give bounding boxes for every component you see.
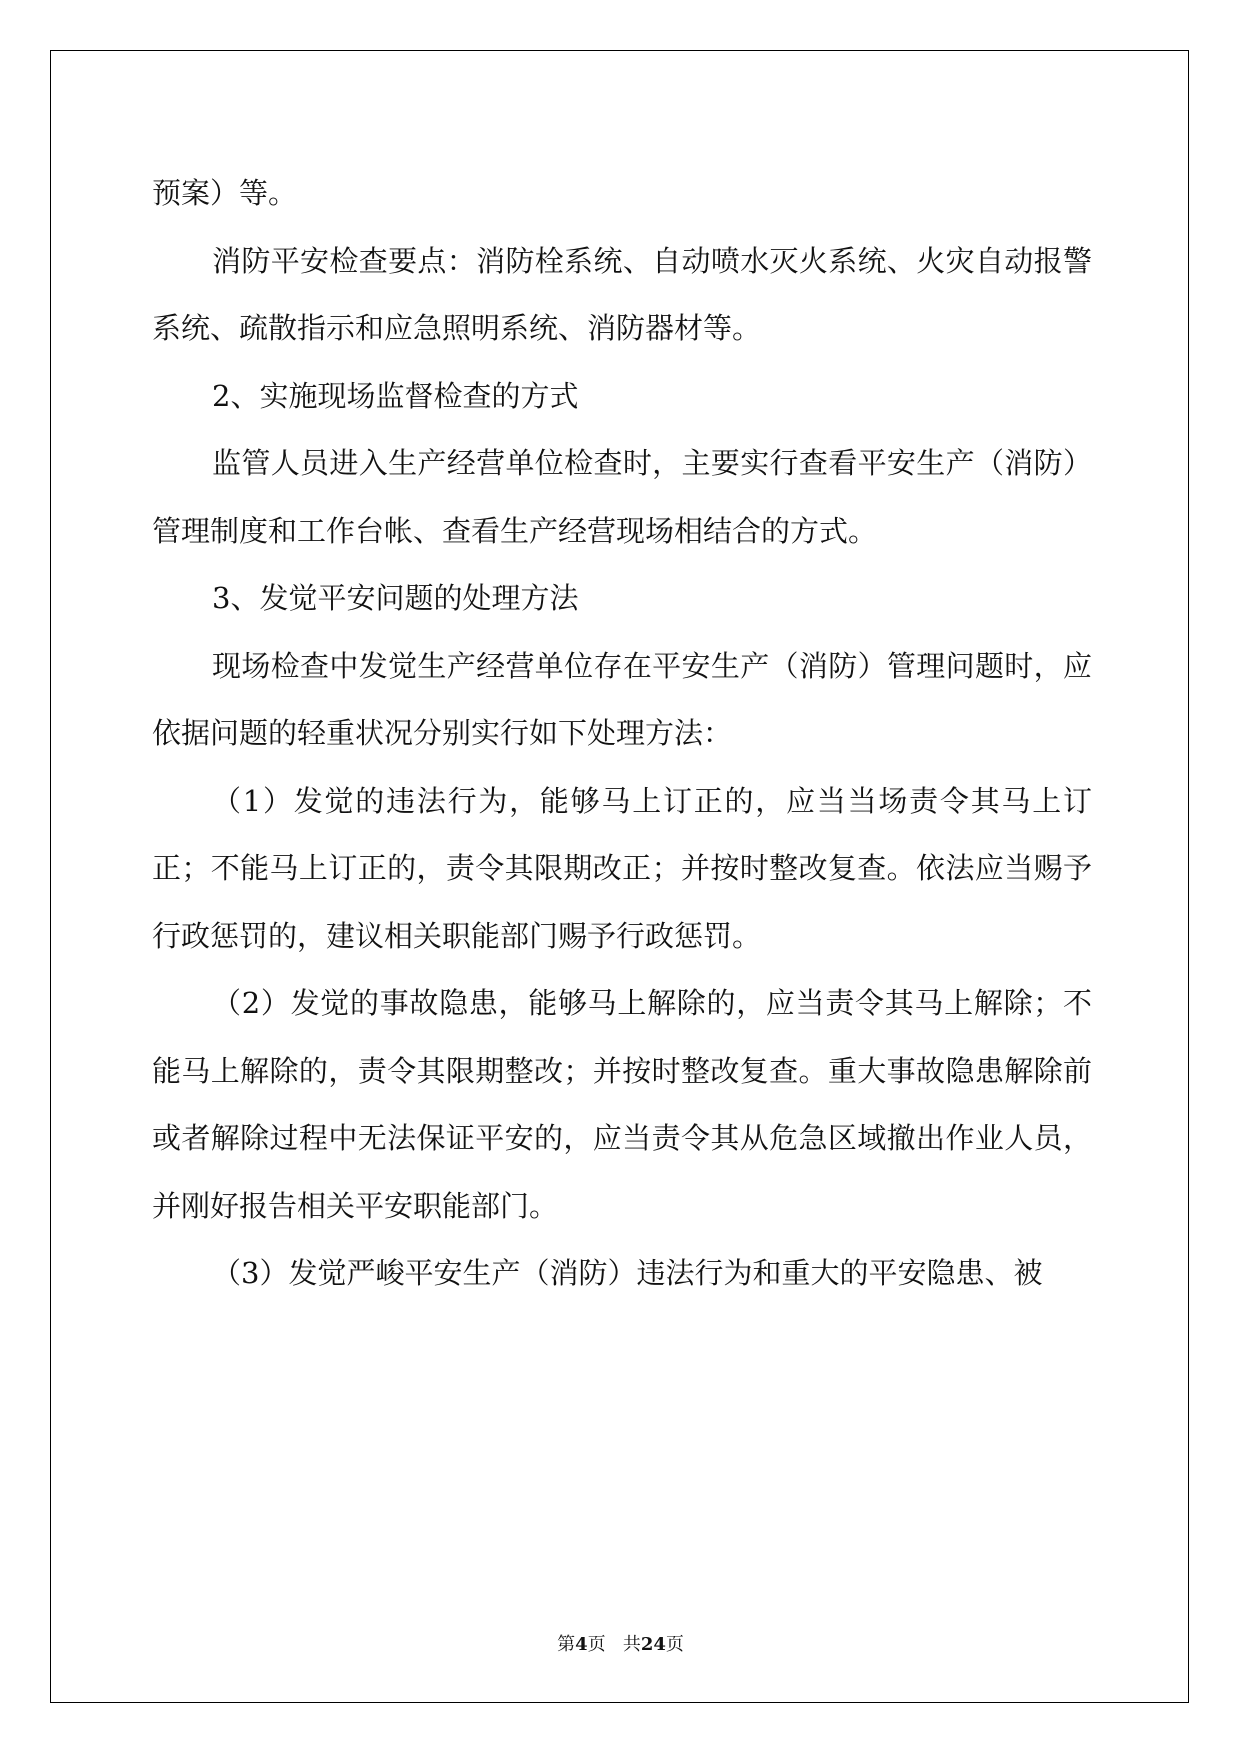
footer-page-suffix: 页	[587, 1634, 606, 1655]
list-item-1: （1）发觉的违法行为，能够马上订正的，应当当场责令其马上订正；不能马上订正的，责令其限期改正；并按时整改复查。依法应当赐予行政惩罚的，建议相关职能部门赐予行政惩罚。	[152, 783, 1092, 953]
document-body	[152, 160, 1092, 1308]
section-heading-3: 3、发觉平安问题的处理方法	[212, 581, 579, 615]
list-item-2: （2）发觉的事故隐患，能够马上解除的，应当责令其马上解除；不能马上解除的，责令其限期整改；并按时整改复查。重大事故隐患解除前或者解除过程中无法保证平安的，应当责令其从危急区域撤出作业人员，并刚好报告相关平安职能部门。	[152, 986, 1092, 1223]
page-footer	[0, 1630, 1241, 1656]
section-heading-2: 2、实施现场监督检查的方式	[212, 378, 579, 413]
total-pages-number: 24	[640, 1634, 666, 1655]
current-page-number: 4	[575, 1634, 588, 1655]
footer-total-prefix: 共	[622, 1634, 641, 1655]
paragraph-6: 现场检查中发觉生产经营单位存在平安生产（消防）管理问题时，应依据问题的轻重状况分别实行如下处理方法：	[152, 648, 1092, 750]
list-item-3: （3）发觉严峻平安生产（消防）违法行为和重大的平安隐患、被	[212, 1256, 1043, 1290]
footer-total-suffix: 页	[665, 1634, 684, 1655]
paragraph-4: 监管人员进入生产经营单位检查时，主要实行查看平安生产（消防）管理制度和工作台帐、查看生产经营现场相结合的方式。	[152, 446, 1092, 548]
paragraph-2: 消防平安检查要点：消防栓系统、自动喷水灭火系统、火灾自动报警系统、疏散指示和应急照明系统、消防器材等。	[152, 243, 1092, 345]
paragraph-1: 预案）等。	[152, 176, 298, 210]
footer-prefix: 第	[557, 1634, 576, 1655]
